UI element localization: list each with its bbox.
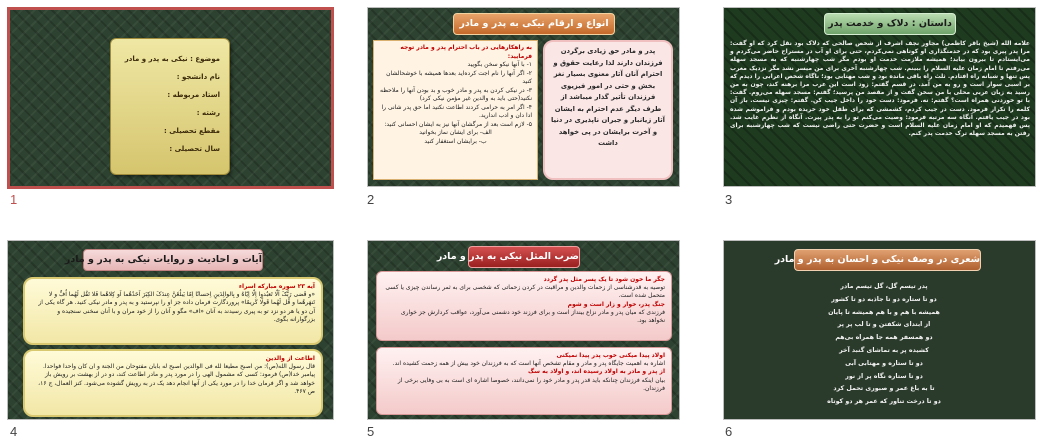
poem-line: همیشه با هم و با هم همیشه تا پایان bbox=[828, 308, 940, 316]
slide2-title: انواع و ارقام نیکی به پدر و مادر bbox=[453, 13, 615, 35]
poem-line: دو همسفر همه جا همراه بی‌هم bbox=[835, 334, 933, 342]
slide2-left-line: ۳- در نیکی کردن به پدر و مادر خوب و بد بودن آنها را ملاحظه نکنید(حتی باید به والدین غیر مؤمن نیکی کرد) bbox=[380, 86, 532, 102]
slide2-left-line: ب- برایشان استغفار کنید bbox=[424, 137, 487, 145]
slide4-box1-heading: آیه ۲۳ سوره مبارکه اسراء bbox=[238, 283, 315, 290]
slide4-box2-text: قال رسول الله(ص): من اصبح مطیعا لله فی الوالدین اصبح له بابان مفتوحان من الجنة و ان کان واحدا فواحدا. پیامبر خدا(ص) فرمود: کسی که مشمول الهی را در مورد پدر و مادر اطاعت کند، دو در از بهشت بر رویش باز خواهد شد و اگر فرمان خدا را در مورد یکی از آنها انجام دهد یک در به رویش گشوده می‌شود. کنز العمال، ج ۱۶، ص ۴۶۷. bbox=[38, 363, 315, 395]
slide4-box-1 bbox=[23, 277, 323, 345]
slide5-proverb-text: بیان اینکه فرزندان چنانکه باید قدر پدر و مادر خود را نمی‌دانند، خصوصا اشاره ای است به بی وفایی برخی از فرزندان. bbox=[397, 376, 665, 392]
slide-thumbnail-4[interactable] bbox=[7, 240, 334, 420]
slide4-title: آیات و احادیث و روایات نیکی به پدر و مادر bbox=[83, 249, 263, 271]
slide2-left-line: الف- برای ایشان نماز بخوانید bbox=[419, 129, 492, 136]
slide4-box1-text: «و قَضی رَبُّکَ اَلّا تَعبُدوا اِلّا اِیّاهُ و بِالوالِدَینِ اِحسانًا اِمّا یَبلُغَنَّ عِندَکَ الکِبَرَ اَحَدُهُما اَو کِلاهُما فَلا تَقُل لَهُما اُفٍّ و لا تَنهَرهُما و قُل لَهُما قَولًا کَریمًا» پروردگارت فرمان داده جز او را نپرستید و به پدر و مادر نیکی کنید. هر گاه یکی از آن دو یا هر دو نزد تو به پیری رسیدند به آنان «اف» مگو و آنان را از خود مران و با آنان سخنی سنجیده و بزرگوارانه بگوی. bbox=[38, 291, 315, 323]
slide-thumbnail-3[interactable] bbox=[723, 7, 1036, 187]
slide-thumbnail-5[interactable] bbox=[367, 240, 680, 420]
slide2-left-line: ۲- اگر آنها را نام اجت کرده‌اید بعدها همیشه با خوشحالشان کنید bbox=[386, 69, 532, 85]
slide3-body: علامه الله (شیخ باقر کاظمی) مجاور نجف اشرف از شخص صالحی که دلاک بود نقل کرد که او گفت: مرا پدر پیری بود که در خدمتگذاری او کوتاهی نمی‌کردم، حتی برای او آب در مستراح حاضر می‌کردم و می‌ایستادم تا بیرون بیاید؛ همیشه ملازمت خدمت او بودم مگر شب چهارشنبه که به مسجد سهله می‌رفتم تا امام زمان علیه السلام را ببینم. شب چهارشنبه آخری برای من میسر نشد مگر نزدیک مغرب پس تنها و شبانه راه افتادم. ثلث راه باقی مانده بود و شب مهتابی بود؛ ناگاه شخص اعرابی را دیدم که بر اسبی سوار است و رو به من آمد. در قسم گفتم: زود است این عرب مرا برهنه کند، چون به من رسید به زبان عربی محلی با من سخن گفت و از مقصد من پرسید؛ گفتم: مسجد سهله می‌روم. گفت: با تو خوردنی همراه است؟ گفتم: نه. فرمود: دست خود را داخل جیب کن. گفتم: چیزی نیست. باز آن کلمه را تکرار فرمود. دست در جیب کردم، کشمشی که برای طفل خود خریده بودم و فراموشم شده بود در جیب یافتم. آنگاه سه مرتبه فرمود: وصیت می‌کنم تو را به پدر پیرت. آنگاه از نظرم غایب شد. پس فهمیدم که او امام زمان علیه السلام است و حضرت حتی راضی نیست که شب چهارشنبه برای رفتن به مسجد سهله ترک خدمت پدر کنم. bbox=[730, 40, 1030, 138]
poem-line: تا به باغ عمر و صبوری تحمل کرد bbox=[833, 385, 935, 393]
slide5-box-2 bbox=[376, 347, 672, 415]
slide4-box-2 bbox=[23, 349, 323, 417]
slide-number: 4 bbox=[10, 424, 18, 439]
slide6-poem bbox=[819, 281, 949, 416]
slide1-line: سال تحصیلی : bbox=[169, 145, 220, 153]
poem-line: دو تا ستاره دو تا جاذبه دو تا کشور bbox=[831, 295, 937, 303]
slide5-proverb-heading: اولاد پیدا میکنی خوب پدر پیدا نمیکنی bbox=[556, 352, 665, 359]
slide5-proverb-text: توصیه به قدرشناسی از زحمات والدین و مراقبت در کردن زحماتی که شخصی برای به ثمر رساندن چیزی یا کسی متحمل شده است. bbox=[385, 284, 665, 300]
poem-line: دو تا درخت تناور که عمر هر دو کوتاه bbox=[827, 398, 941, 406]
slide6-title: شعری در وصف نیکی و احسان به پدر و مادر bbox=[794, 249, 981, 271]
slide1-line: نام دانشجو : bbox=[176, 73, 220, 81]
slide5-title: ضرب المثل نیکی به پدر و مادر bbox=[468, 246, 580, 268]
slide2-left-box bbox=[373, 40, 538, 180]
slide5-proverb-heading: جنگ پدر، خوار و زار است و شوم bbox=[567, 300, 665, 308]
slide5-proverb-heading: از پدر و مادر به اولاد رسیده اند، و اولاد به سگ bbox=[528, 368, 665, 376]
slide2-left-line: ۴- اگر امر به حرامی کردند اطاعت نکنید اما حق پدر شانی را ادا دان و ادب اندارید. bbox=[381, 103, 532, 119]
slide2-left-heading: به راهکارهایی در باب احترام پدر و مادر توجه فرمایید: bbox=[400, 44, 532, 60]
slide5-proverb-heading: جگر ما خون شود تا یک پسر مثل پدر گردد bbox=[543, 276, 665, 283]
slide5-proverb-text: فرزندی که میان پدر و مادر نزاع بینداز است و برای فرزند خود دشمنی می‌آورد، عواقب کردارش جز خواری نخواهد بود. bbox=[400, 308, 665, 325]
slide1-line: مقطع تحصیلی : bbox=[163, 127, 220, 135]
slide-number: 6 bbox=[725, 424, 733, 439]
slide5-box-1 bbox=[376, 271, 672, 341]
slide5-proverb-text: اشاره به اهمیت جایگاه پدر و مادر و مقام تشخص آنها است که به فرزندان خود بیش از همه زحمت کشیده اند. bbox=[392, 360, 665, 368]
poem-line: دو تا ستاره و مهتابی آبی bbox=[845, 359, 923, 367]
slide2-left-line: ۵- لازم است بعد از مرگشان آنها نیز به ایشان احسانی کنید: bbox=[384, 120, 532, 128]
slide4-box2-heading: اطاعت از والدین bbox=[265, 355, 315, 362]
slide-number: 3 bbox=[725, 192, 733, 207]
poem-line: پدر تیسم گل، گل تیسم مادر bbox=[840, 283, 928, 290]
poem-line: کشیده پر به تماشای گنبد آخر bbox=[839, 346, 929, 354]
slide1-line: رشته : bbox=[196, 109, 220, 117]
slide-number: 5 bbox=[367, 424, 375, 439]
slide1-line: موضوع : نیکی به پدر و مادر bbox=[124, 55, 220, 63]
poem-line: دو تا ستاره نگاه پر از نور bbox=[845, 372, 923, 380]
slide-thumbnail-2[interactable] bbox=[367, 7, 680, 187]
slide-thumbnail-6[interactable] bbox=[723, 240, 1036, 420]
slide2-left-line: ۱- با آنها نیکو سخن بگویید bbox=[467, 61, 532, 68]
poem-line: از ابتدای شکفتن و تا لب پر پر bbox=[837, 321, 931, 329]
slide-number: 2 bbox=[367, 192, 375, 207]
slide1-text bbox=[120, 50, 220, 170]
slide-number: 1 bbox=[10, 192, 18, 207]
slide3-title: داستان : دلاک و خدمت پدر bbox=[824, 13, 956, 35]
slide2-right-text: پدر و مادر حق زیادی برگردن فرزندان دارند لذا رعایت حقوق و احترام آنان آثار معنوی بسیار نغز بخش و حتی در امور فیزیوی فرزندان تأثیر گذار میباشد از طرف دیگر عدم احترام به ایشان آثار زیانبار و جبران ناپذیری در دنیا و آخرت برایشان در پی خواهد داشت bbox=[551, 47, 665, 147]
slide1-line: استاد مربوطه : bbox=[167, 91, 220, 99]
slide2-right-box bbox=[543, 40, 673, 180]
slide-thumbnail-1[interactable] bbox=[7, 7, 334, 189]
